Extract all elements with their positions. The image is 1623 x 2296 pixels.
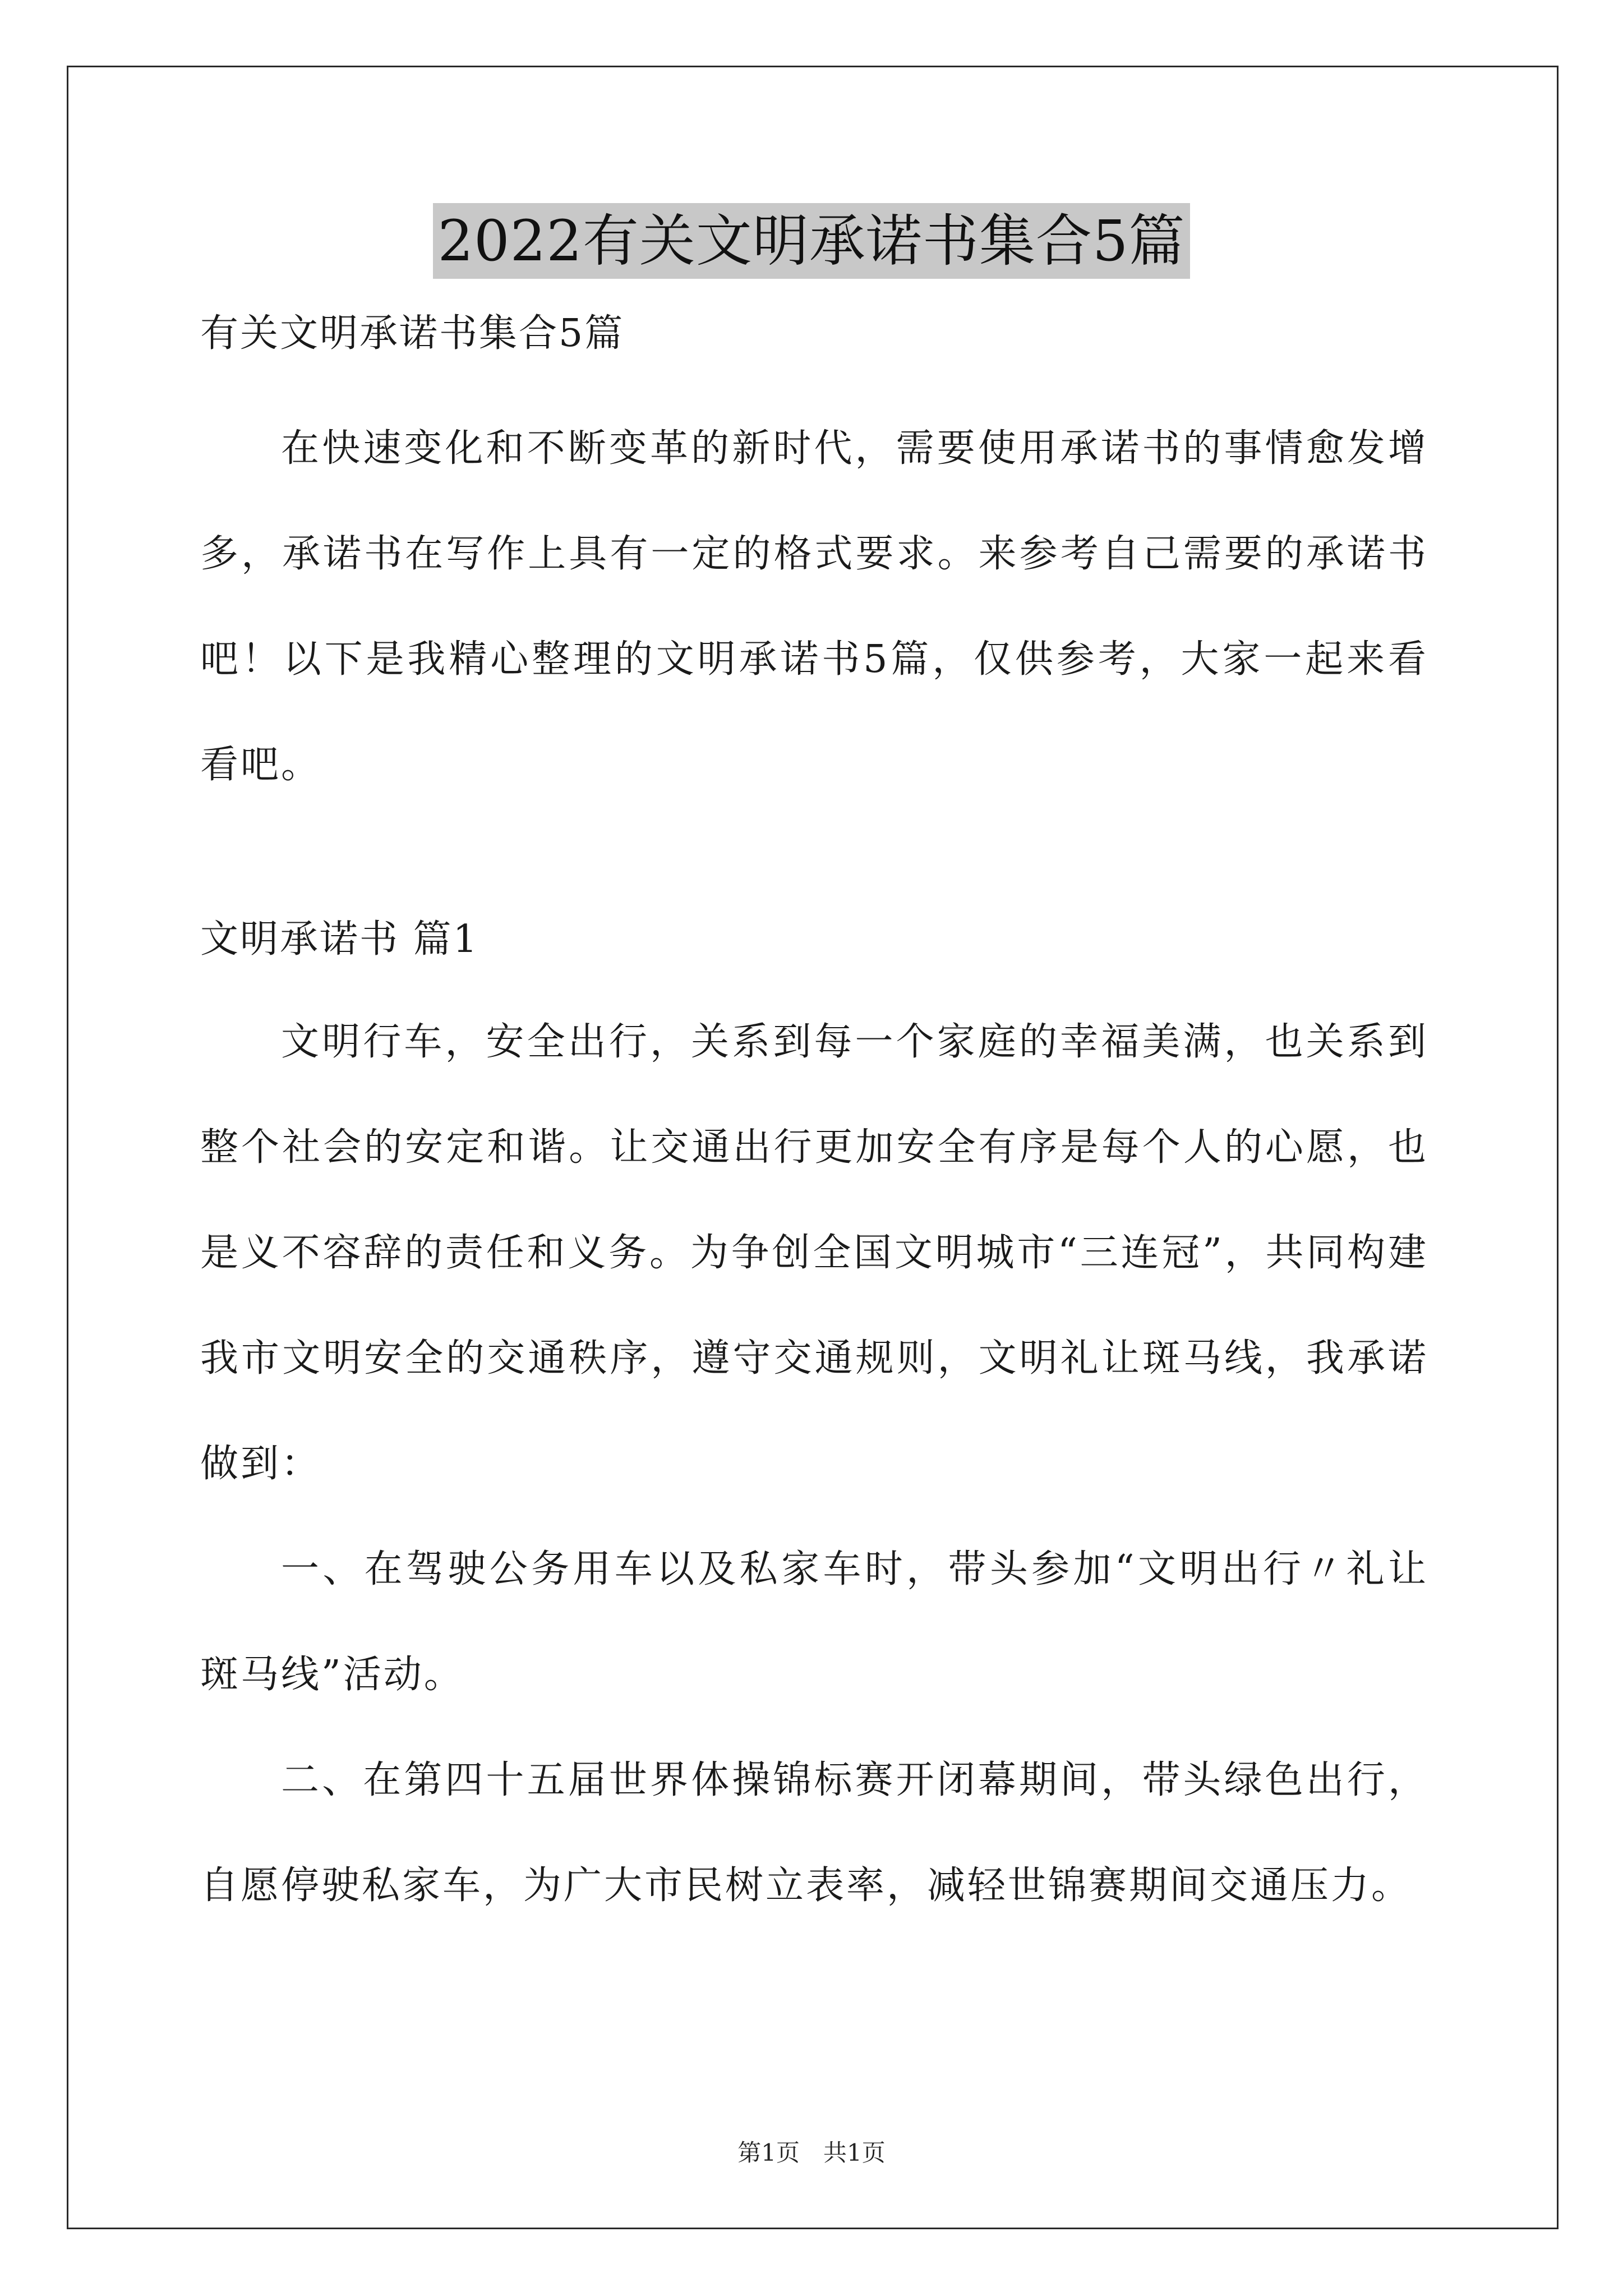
section-paragraph: 文明行车，安全出行，关系到每一个家庭的幸福美满，也关系到整个社会的安定和谐。让交通出行更加安全有序是每个人的心愿，也是义不容辞的责任和义务。为争创全国文明城市“三连冠”，共同构建我市文明安全的交通秩序，遵守交通规则，文明礼让斑马线，我承诺做到： (200, 1020, 1428, 1486)
title-container (0, 203, 1623, 279)
page-footer: 第1页 共1页 (737, 2139, 886, 2166)
intro-paragraph: 在快速变化和不断变革的新时代，需要使用承诺书的事情愈发增多，承诺书在写作上具有一定的格式要求。来参考自己需要的承诺书吧！以下是我精心整理的文明承诺书5篇，仅供参考，大家一起来看看吧。 (200, 426, 1428, 787)
document-subtitle: 有关文明承诺书集合5篇 (200, 311, 625, 356)
section-paragraph: 一、在驾驶公务用车以及私家车时，带头参加“文明出行〃礼让斑马线”活动。 (200, 1547, 1429, 1697)
section-heading: 文明承诺书 篇1 (200, 917, 479, 961)
document-title: 2022有关文明承诺书集合5篇 (433, 203, 1189, 279)
section-paragraph: 二、在第四十五届世界体操锦标赛开闭幕期间，带头绿色出行，自愿停驶私家车，为广大市民树立表率，减轻世锦赛期间交通压力。 (200, 1758, 1428, 1908)
document-body (200, 303, 1428, 1939)
